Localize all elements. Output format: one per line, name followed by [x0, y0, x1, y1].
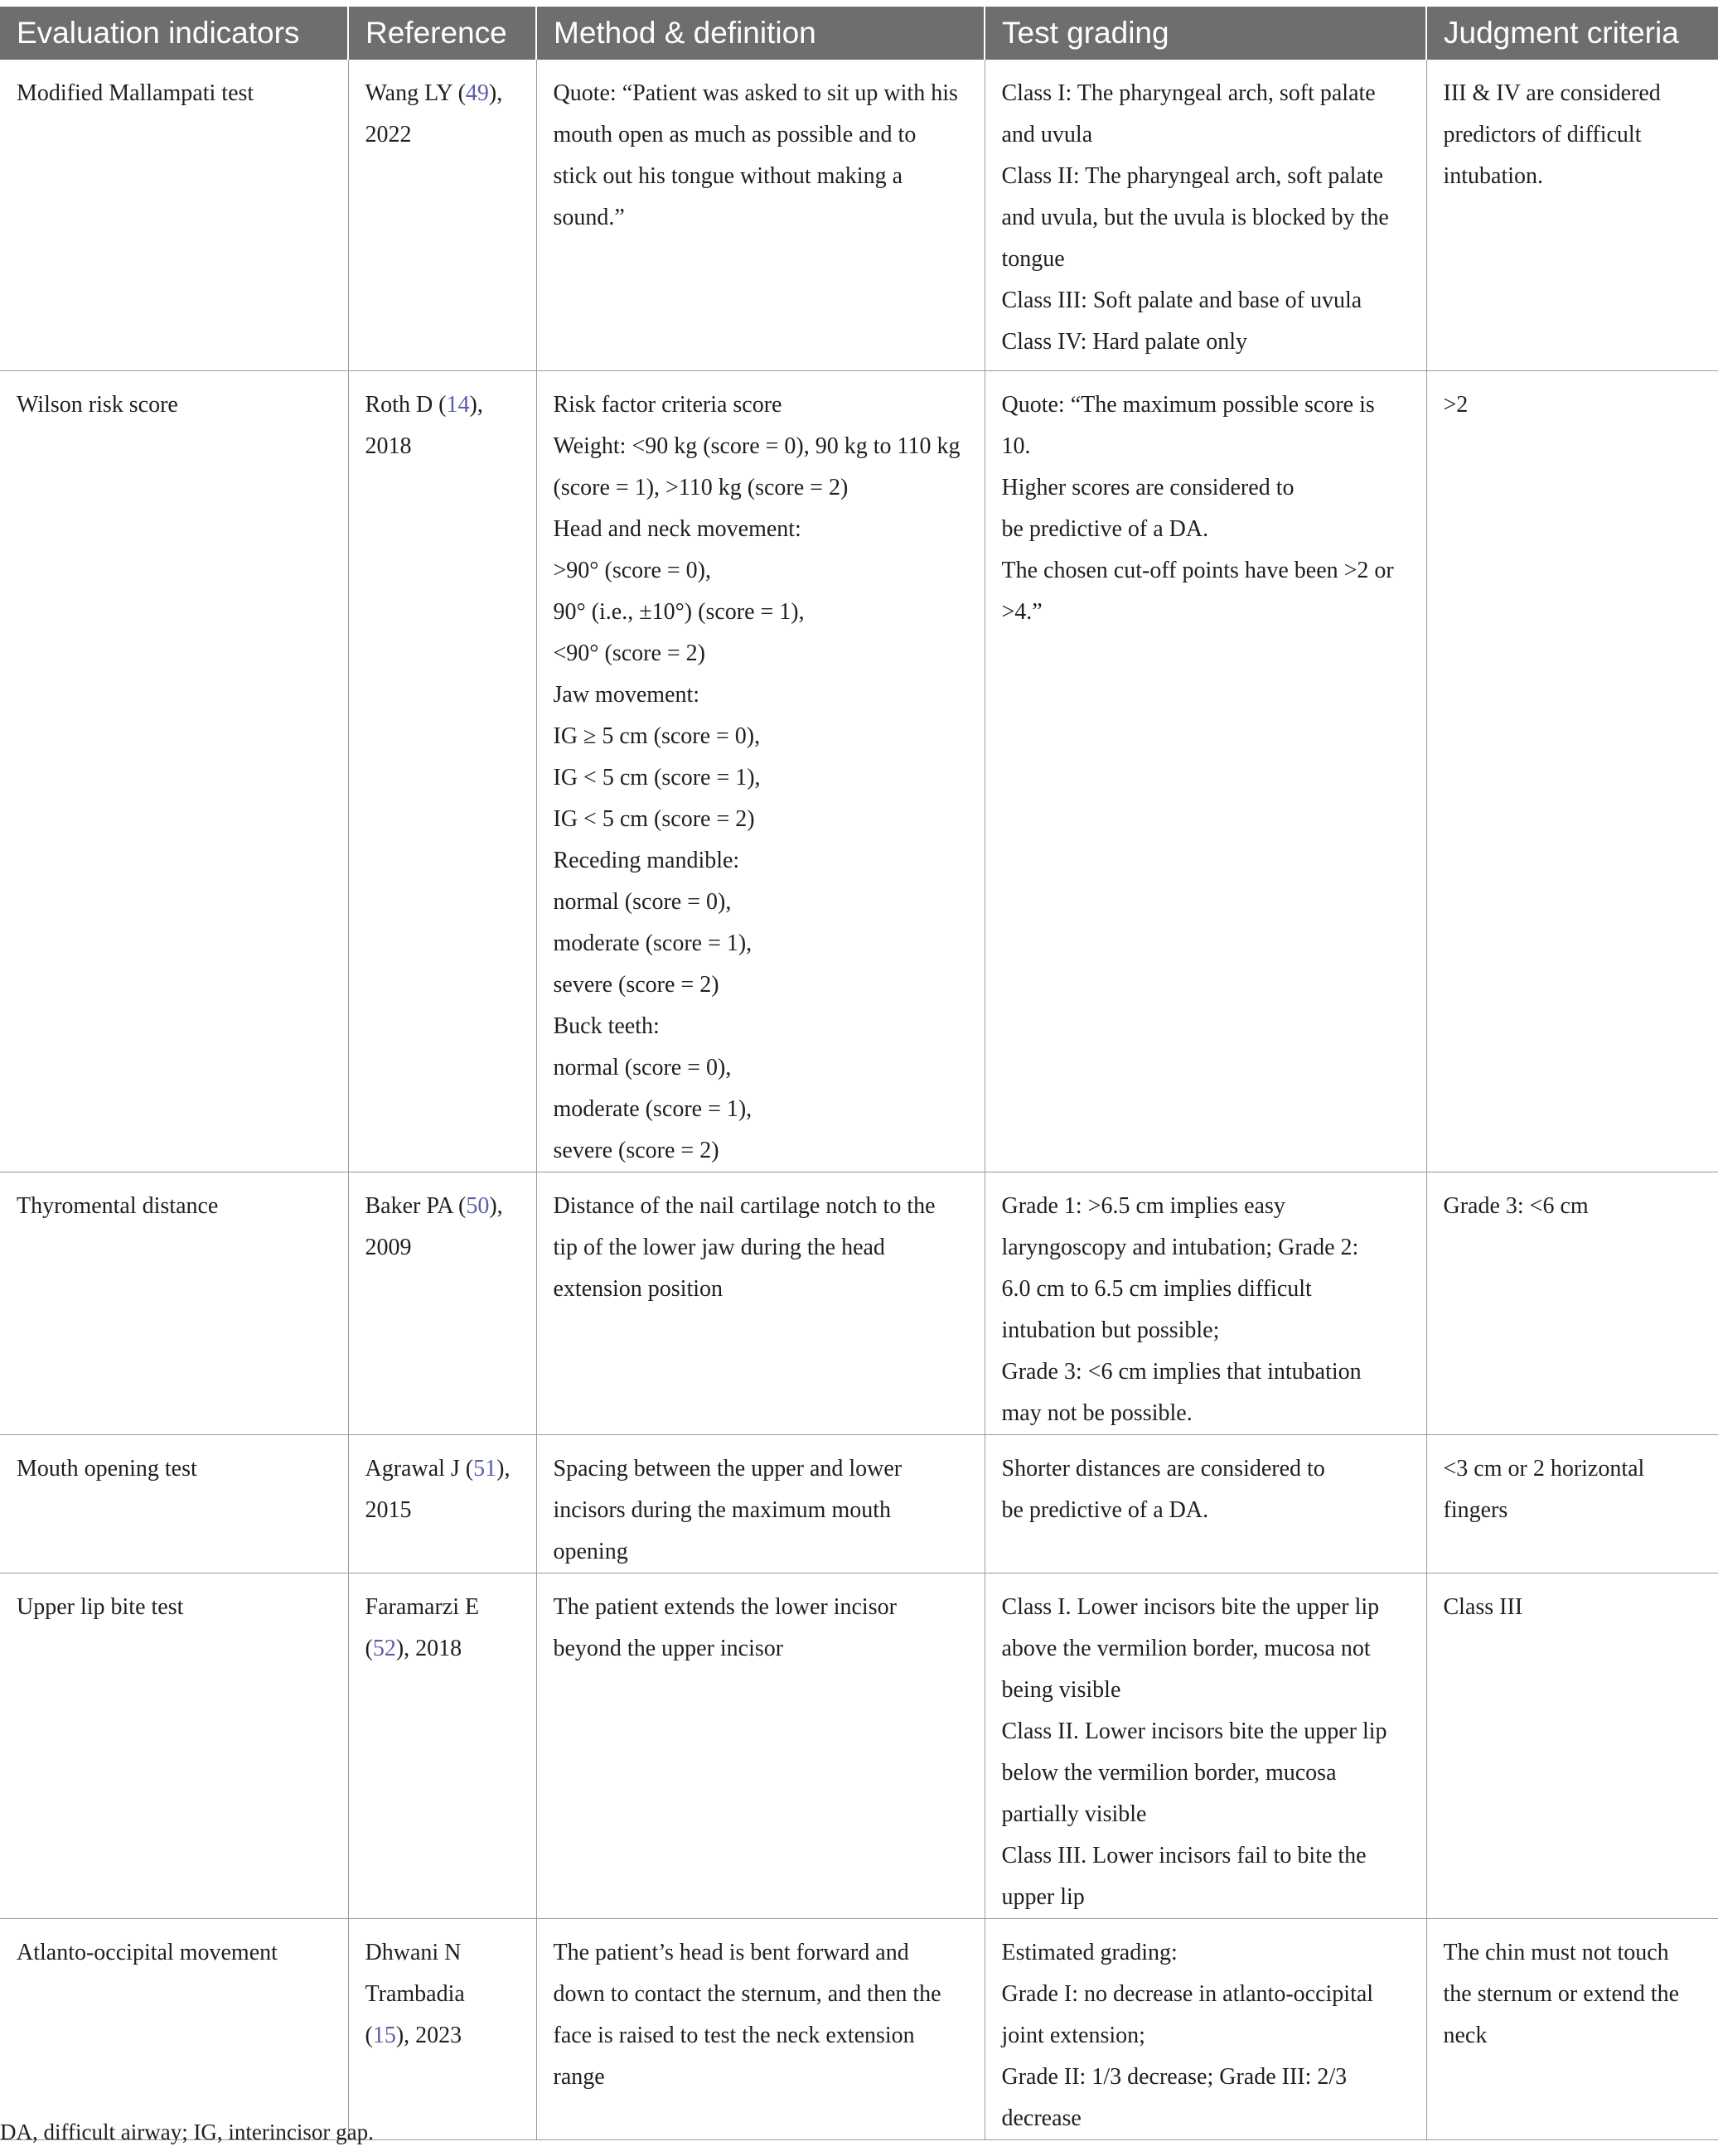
cell-reference [348, 1434, 536, 1573]
criteria-line: Class III [1443, 1593, 1523, 1620]
table-footnote: DA, difficult airway; IG, interincisor gap. [0, 2120, 374, 2144]
table-row [0, 1434, 1718, 1573]
method-line: Head and neck movement: [553, 515, 801, 542]
reference-line [365, 1227, 520, 1269]
header-method-definition: Method & definition [536, 7, 985, 60]
grading-line: Class II. Lower incisors bite the upper lip [1001, 1718, 1387, 1744]
grading-line: intubation but possible; [1001, 1317, 1220, 1343]
reference-line [365, 384, 520, 426]
indicator-name: Mouth opening test [17, 1455, 197, 1482]
cell-reference [348, 1918, 536, 2139]
reference-text: ), [469, 391, 483, 418]
reference-text: ), [488, 80, 503, 106]
cell-method-definition [536, 60, 985, 370]
grading-line: Class II: The pharyngeal arch, soft palate [1001, 163, 1384, 189]
cell-judgment-criteria [1426, 60, 1718, 370]
cell-judgment-criteria [1426, 1434, 1718, 1573]
criteria-line: predictors of difficult [1443, 122, 1642, 147]
reference-line [365, 73, 520, 114]
header-reference: Reference [348, 7, 536, 60]
grading-line: and uvula, but the uvula is blocked by the [1001, 205, 1389, 230]
method-line: 90° (i.e., ±10°) (score = 1), [553, 598, 805, 625]
method-line: Jaw movement: [553, 681, 700, 708]
method-line: stick out his tongue without making a [553, 163, 903, 189]
grading-line: upper lip [1001, 1883, 1085, 1910]
method-line: normal (score = 0), [553, 888, 732, 915]
grading-line: 10. [1001, 433, 1031, 459]
grading-line: >4.” [1001, 598, 1043, 625]
table-container [0, 7, 1718, 2140]
grading-line: be predictive of a DA. [1001, 1496, 1209, 1523]
method-line: Quote: “Patient was asked to sit up with his [553, 80, 958, 106]
reference-text: Wang LY ( [365, 80, 466, 106]
method-line: sound.” [553, 205, 625, 230]
reference-line [365, 1587, 520, 1628]
reference-text: ( [365, 1635, 373, 1661]
cell-method-definition [536, 1172, 985, 1434]
reference-number-link[interactable]: 15 [372, 2022, 396, 2048]
cell-method-definition [536, 370, 985, 1172]
criteria-line: neck [1443, 2022, 1488, 2048]
reference-text: Baker PA ( [365, 1192, 467, 1219]
method-line: beyond the upper incisor [553, 1635, 784, 1661]
reference-text: Dhwani N [365, 1939, 462, 1965]
grading-line: Shorter distances are considered to [1001, 1455, 1325, 1482]
grading-line: 6.0 cm to 6.5 cm implies difficult [1001, 1275, 1312, 1302]
cell-indicator [0, 1172, 348, 1434]
grading-line: The chosen cut-off points have been >2 or [1001, 557, 1394, 583]
method-line: The patient extends the lower incisor [553, 1593, 897, 1620]
reference-line [365, 114, 520, 156]
grading-line: below the vermilion border, mucosa [1001, 1759, 1337, 1786]
grading-line: Grade 1: >6.5 cm implies easy [1001, 1192, 1285, 1219]
grading-line: laryngoscopy and intubation; Grade 2: [1001, 1234, 1359, 1260]
grading-line: be predictive of a DA. [1001, 515, 1209, 542]
reference-text: ), 2018 [395, 1635, 462, 1661]
cell-test-grading [985, 1172, 1426, 1434]
cell-test-grading [985, 1434, 1426, 1573]
method-line: face is raised to test the neck extension [553, 2022, 915, 2048]
reference-text: 2009 [365, 1234, 412, 1260]
table-header [0, 7, 1718, 60]
method-line: normal (score = 0), [553, 1054, 732, 1080]
reference-text: ), [489, 1192, 503, 1219]
method-line: Spacing between the upper and lower [553, 1455, 903, 1482]
method-line: Buck teeth: [553, 1013, 660, 1039]
grading-line: decrease [1001, 2105, 1082, 2131]
cell-judgment-criteria [1426, 1573, 1718, 1918]
method-line: >90° (score = 0), [553, 557, 712, 583]
grading-line: Class I: The pharyngeal arch, soft palate [1001, 80, 1376, 106]
cell-reference [348, 60, 536, 370]
cell-judgment-criteria [1426, 370, 1718, 1172]
criteria-line: Grade 3: <6 cm [1443, 1192, 1589, 1219]
reference-number-link[interactable]: 50 [466, 1192, 490, 1219]
method-line: range [553, 2063, 605, 2090]
cell-test-grading [985, 1918, 1426, 2139]
method-line: <90° (score = 2) [553, 640, 706, 666]
grading-line: Higher scores are considered to [1001, 474, 1295, 500]
grading-line: Grade II: 1/3 decrease; Grade III: 2/3 [1001, 2063, 1348, 2090]
cell-indicator [0, 370, 348, 1172]
reference-text: Agrawal J ( [365, 1455, 474, 1482]
grading-line: above the vermilion border, mucosa not [1001, 1635, 1371, 1661]
method-line: moderate (score = 1), [553, 1095, 753, 1122]
reference-text: ), 2023 [395, 2022, 462, 2048]
grading-line: Grade 3: <6 cm implies that intubation [1001, 1358, 1362, 1385]
method-line: IG < 5 cm (score = 1), [553, 764, 761, 790]
airway-evaluation-table [0, 7, 1718, 2140]
cell-indicator [0, 1573, 348, 1918]
table-row [0, 1918, 1718, 2139]
cell-judgment-criteria [1426, 1172, 1718, 1434]
grading-line: may not be possible. [1001, 1399, 1193, 1426]
grading-line: Class III: Soft palate and base of uvula [1001, 288, 1362, 313]
method-line: Weight: <90 kg (score = 0), 90 kg to 110 kg [553, 433, 961, 459]
indicator-name: Atlanto-occipital movement [17, 1939, 278, 1965]
method-line: opening [553, 1538, 628, 1564]
reference-line [365, 2015, 520, 2057]
grading-line: tongue [1001, 246, 1065, 272]
method-line: mouth open as much as possible and to [553, 122, 917, 147]
method-line: down to contact the sternum, and then the [553, 1980, 941, 2007]
cell-method-definition [536, 1573, 985, 1918]
cell-test-grading [985, 1573, 1426, 1918]
grading-line: Class III. Lower incisors fail to bite the [1001, 1842, 1367, 1868]
table-row [0, 1172, 1718, 1434]
grading-line: Estimated grading: [1001, 1939, 1178, 1965]
method-line: Risk factor criteria score [553, 391, 782, 418]
header-evaluation-indicators: Evaluation indicators [0, 7, 348, 60]
reference-text: Faramarzi E [365, 1593, 480, 1620]
grading-line: Grade I: no decrease in atlanto-occipital [1001, 1980, 1374, 2007]
indicator-name: Upper lip bite test [17, 1593, 184, 1620]
grading-line: Quote: “The maximum possible score is [1001, 391, 1375, 418]
grading-line: being visible [1001, 1676, 1121, 1703]
method-line: incisors during the maximum mouth [553, 1496, 892, 1523]
reference-line [365, 1490, 520, 1531]
cell-indicator [0, 1434, 348, 1573]
grading-line: Class IV: Hard palate only [1001, 329, 1248, 355]
cell-method-definition [536, 1918, 985, 2139]
grading-line: partially visible [1001, 1801, 1147, 1827]
cell-judgment-criteria [1426, 1918, 1718, 2139]
criteria-line: fingers [1443, 1496, 1508, 1523]
reference-line [365, 1974, 520, 2015]
method-line: Receding mandible: [553, 847, 740, 873]
criteria-line: III & IV are considered [1443, 80, 1661, 106]
table-body [0, 60, 1718, 2139]
method-line: severe (score = 2) [553, 1137, 719, 1163]
cell-test-grading [985, 370, 1426, 1172]
criteria-line: >2 [1443, 391, 1469, 418]
header-judgment-criteria: Judgment criteria [1426, 7, 1718, 60]
grading-line: Class I. Lower incisors bite the upper lip [1001, 1593, 1380, 1620]
method-line: IG < 5 cm (score = 2) [553, 805, 755, 832]
criteria-line: intubation. [1443, 163, 1544, 189]
cell-indicator [0, 1918, 348, 2139]
cell-test-grading [985, 60, 1426, 370]
reference-number-link[interactable]: 14 [446, 391, 470, 418]
method-line: IG ≥ 5 cm (score = 0), [553, 723, 761, 749]
indicator-name: Thyromental distance [17, 1192, 219, 1219]
grading-line: joint extension; [1001, 2022, 1145, 2048]
criteria-line: the sternum or extend the [1443, 1980, 1680, 2007]
grading-line: and uvula [1001, 122, 1093, 147]
reference-text: ), [496, 1455, 511, 1482]
reference-line [365, 1186, 520, 1227]
header-row [0, 7, 1718, 60]
reference-line [365, 426, 520, 467]
indicator-name: Wilson risk score [17, 391, 178, 418]
indicator-name: Modified Mallampati test [17, 80, 254, 106]
cell-method-definition [536, 1434, 985, 1573]
method-line: moderate (score = 1), [553, 930, 753, 956]
method-line: severe (score = 2) [553, 971, 719, 998]
method-line: Distance of the nail cartilage notch to the [553, 1192, 936, 1219]
reference-line [365, 1448, 520, 1490]
cell-reference [348, 370, 536, 1172]
method-line: The patient’s head is bent forward and [553, 1939, 909, 1965]
reference-line [365, 1628, 520, 1670]
method-line: tip of the lower jaw during the head [553, 1234, 885, 1260]
cell-reference [348, 1573, 536, 1918]
reference-number-link[interactable]: 51 [473, 1455, 497, 1482]
reference-text: 2022 [365, 122, 412, 147]
method-line: (score = 1), >110 kg (score = 2) [553, 474, 849, 500]
table-row [0, 60, 1718, 370]
reference-line [365, 1932, 520, 1974]
table-row [0, 370, 1718, 1172]
table-row [0, 1573, 1718, 1918]
cell-indicator [0, 60, 348, 370]
reference-text: 2015 [365, 1496, 412, 1523]
reference-number-link[interactable]: 49 [465, 80, 489, 106]
cell-reference [348, 1172, 536, 1434]
header-test-grading: Test grading [985, 7, 1426, 60]
reference-number-link[interactable]: 52 [372, 1635, 396, 1661]
reference-text: Trambadia [365, 1980, 465, 2007]
reference-text: ( [365, 2022, 373, 2048]
criteria-line: <3 cm or 2 horizontal [1443, 1455, 1645, 1482]
reference-text: Roth D ( [365, 391, 447, 418]
reference-text: 2018 [365, 433, 412, 459]
criteria-line: The chin must not touch [1443, 1939, 1669, 1965]
method-line: extension position [553, 1275, 723, 1302]
